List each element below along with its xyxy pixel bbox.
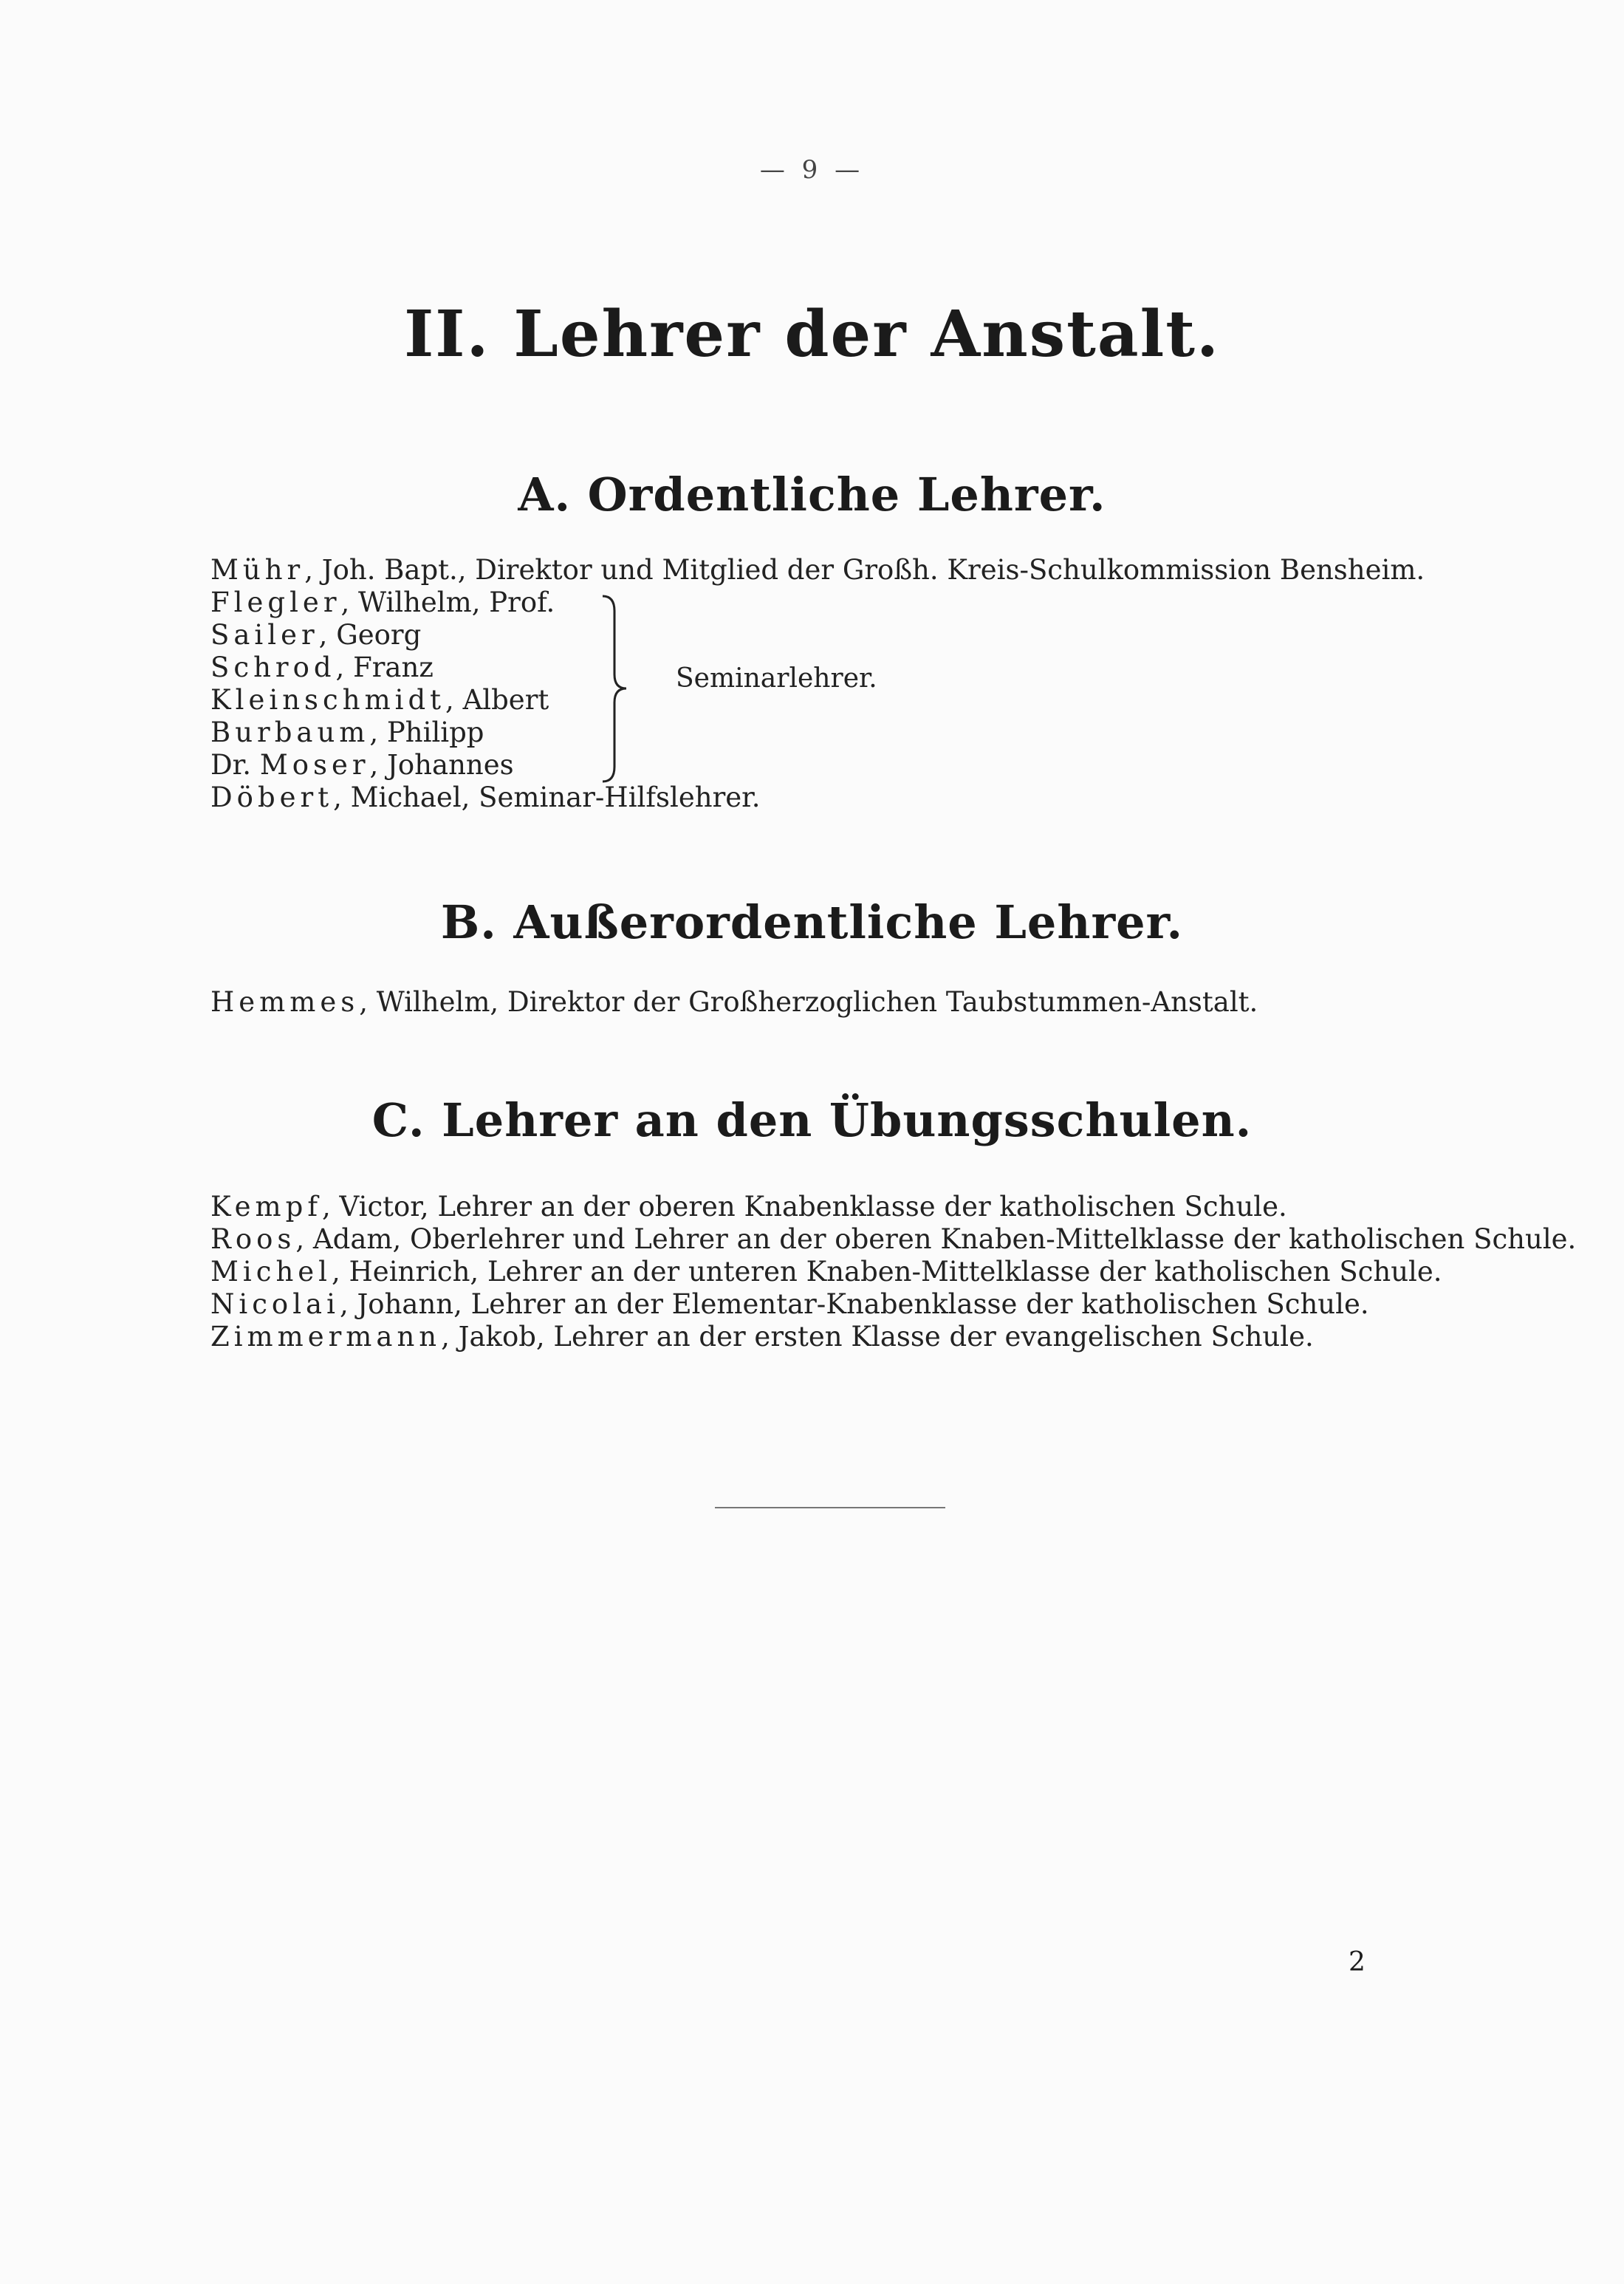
teacher-entry xyxy=(210,652,434,684)
teacher-entry xyxy=(210,684,549,717)
teacher-entry xyxy=(210,717,484,749)
teacher-entry xyxy=(210,619,421,652)
page-header-number: — 9 — xyxy=(759,155,865,185)
group-label: Seminarlehrer. xyxy=(676,663,877,694)
teacher-entry xyxy=(210,587,555,619)
teacher-entry xyxy=(210,782,761,814)
page-number: 2 xyxy=(1349,1947,1366,1977)
teacher-title: Dr. xyxy=(210,749,260,781)
teacher-details: , Albert xyxy=(445,684,549,716)
teacher-surname: Zimmermann xyxy=(210,1321,442,1353)
section-b-title: B. Außerordentliche Lehrer. xyxy=(440,895,1184,949)
teacher-details: , Philipp xyxy=(369,717,484,748)
teacher-surname: Mühr xyxy=(210,554,305,586)
end-divider xyxy=(715,1507,945,1508)
teacher-surname: Nicolai xyxy=(210,1288,340,1320)
section-a-title: A. Ordentliche Lehrer. xyxy=(518,468,1106,522)
teacher-details: , Wilhelm, Direktor der Großherzoglichen Taubstummen-Anstalt. xyxy=(359,986,1258,1018)
teacher-details: , Jakob, Lehrer an der ersten Klasse der evangelischen Schule. xyxy=(441,1321,1314,1353)
teacher-surname: Flegler xyxy=(210,587,341,618)
teacher-details: , Georg xyxy=(318,619,422,651)
teacher-surname: Roos xyxy=(210,1223,296,1255)
teacher-details: , Joh. Bapt., Direktor und Mitglied der Großh. Kreis-Schulkommission Bensheim. xyxy=(304,554,1425,586)
teacher-details: , Wilhelm, Prof. xyxy=(340,587,555,618)
teacher-surname: Hemmes xyxy=(210,986,360,1018)
teacher-entry xyxy=(210,1288,1369,1321)
teacher-entry xyxy=(210,1256,1442,1288)
teacher-entry xyxy=(210,554,1425,587)
section-c-title: C. Lehrer an den Übungsschulen. xyxy=(371,1093,1253,1147)
teacher-surname: Kleinschmidt xyxy=(210,684,446,716)
chapter-title: II. Lehrer der Anstalt. xyxy=(404,297,1220,372)
teacher-entry xyxy=(210,986,1258,1019)
teacher-details: , Heinrich, Lehrer an der unteren Knaben-Mittelklasse der katholischen Schule. xyxy=(332,1256,1442,1288)
teacher-entry xyxy=(210,1191,1287,1223)
teacher-surname: Michel xyxy=(210,1256,332,1288)
teacher-entry xyxy=(210,1321,1314,1353)
teacher-surname: Sailer xyxy=(210,619,319,651)
teacher-surname: Moser xyxy=(259,749,370,781)
group-brace xyxy=(600,595,629,783)
teacher-surname: Döbert xyxy=(210,782,334,813)
teacher-details: , Victor, Lehrer an der oberen Knabenklasse der katholischen Schule. xyxy=(322,1191,1287,1223)
teacher-details: , Adam, Oberlehrer und Lehrer an der oberen Knaben-Mittelklasse der katholischen Schule. xyxy=(295,1223,1577,1255)
teacher-surname: Schrod xyxy=(210,652,336,683)
teacher-surname: Burbaum xyxy=(210,717,370,748)
teacher-entry xyxy=(210,1223,1576,1256)
teacher-details: , Johann, Lehrer an der Elementar-Knabenklasse der katholischen Schule. xyxy=(339,1288,1369,1320)
teacher-entry xyxy=(210,749,514,782)
teacher-details: , Michael, Seminar-Hilfslehrer. xyxy=(333,782,761,813)
teacher-surname: Kempf xyxy=(210,1191,323,1223)
teacher-details: , Johannes xyxy=(369,749,514,781)
teacher-details: , Franz xyxy=(335,652,434,683)
